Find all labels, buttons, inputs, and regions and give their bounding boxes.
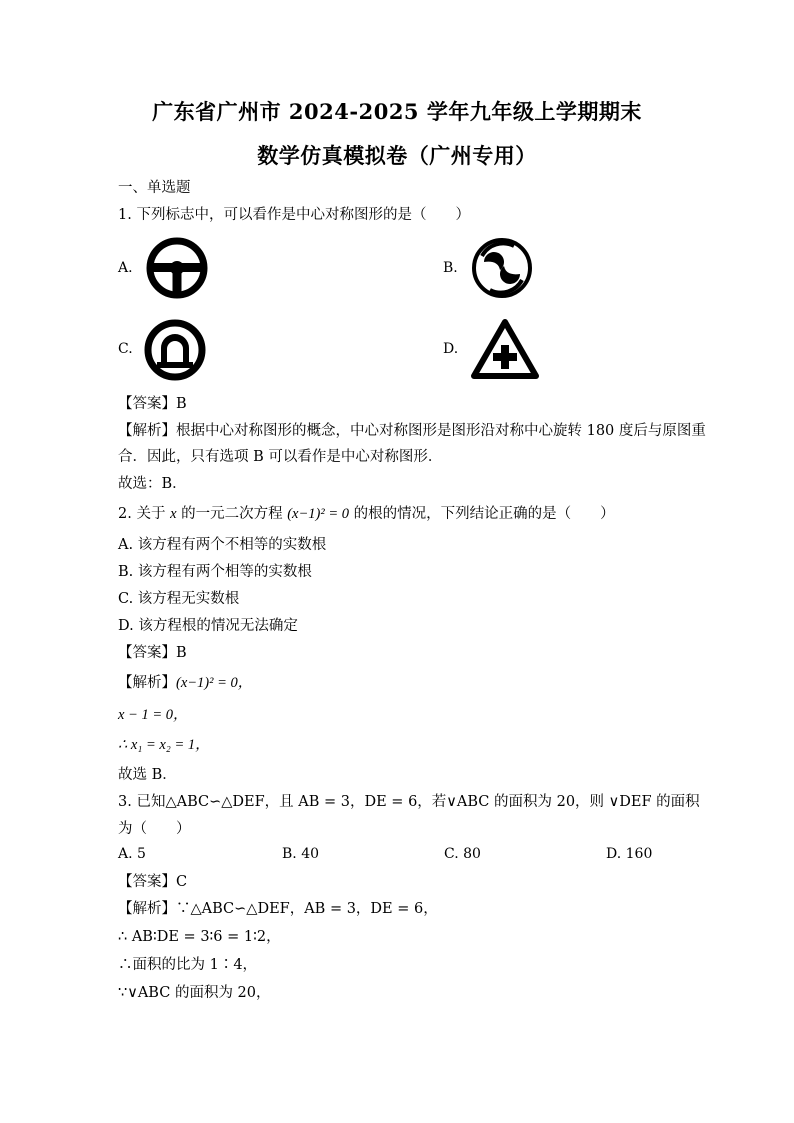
q1-stem: 1. 下列标志中，可以看作是中心对称图形的是（ ）: [118, 207, 470, 223]
q3-option-a: A. 5: [118, 846, 146, 862]
q1-option-c-label: C.: [118, 341, 133, 357]
doc-title-line2: 数学仿真模拟卷（广州专用）: [257, 143, 537, 168]
q3-analysis-line2: ∴ AB∶DE = 3∶6 = 1∶2，: [118, 929, 281, 945]
q3-option-b: B. 40: [282, 846, 320, 862]
swirl-tomoe-icon: [470, 236, 534, 300]
railway-logo-icon: [143, 318, 207, 382]
q1-option-b-label: B.: [443, 260, 458, 276]
q1-option-d-label: D.: [443, 341, 459, 357]
q2-option-a: A. 该方程有两个不相等的实数根: [118, 537, 327, 553]
q2-step3: ∴ x₁ = x₂ = 1，: [118, 737, 210, 753]
q2-stem-equation: (x−1)² = 0: [287, 506, 349, 522]
q1-analysis-line2: 合．因此，只有选项 B 可以看作是中心对称图形．: [118, 449, 443, 465]
q2-option-d: D. 该方程根的情况无法确定: [118, 618, 298, 634]
q2-stem-post: 的根的情况，下列结论正确的是（ ）: [353, 506, 615, 522]
q1-option-a-label: A.: [118, 260, 133, 276]
q3-stem-line2: 为（ ）: [118, 821, 191, 837]
q2-step2: x − 1 = 0，: [118, 707, 188, 723]
q2-stem-pre: 2. 关于: [118, 506, 166, 522]
q2-stem: [118, 504, 615, 524]
q2-conclusion: 故选 B．: [118, 767, 177, 783]
q3-analysis-line3: ∴面积的比为 1∶4，: [118, 957, 258, 973]
q2-answer: 【答案】B: [118, 645, 187, 661]
q2-stem-mid: 的一元二次方程: [181, 506, 283, 522]
q1-conclusion: 故选：B．: [118, 476, 187, 492]
doc-title-line1: 广东省广州市 2024-2025 学年九年级上学期期末: [152, 99, 642, 124]
q1-analysis-line1: 【解析】根据中心对称图形的概念，中心对称图形是图形沿对称中心旋转 180 度后与原图重: [118, 423, 706, 439]
q2-stem-variable: x: [170, 506, 177, 522]
section-heading: 一、单选题: [118, 180, 191, 196]
q2-option-b: B. 该方程有两个相等的实数根: [118, 564, 312, 580]
q2-analysis-line1: [118, 673, 252, 693]
q3-analysis-line1: 【解析】∵△ABC∽△DEF，AB = 3，DE = 6，: [118, 901, 438, 917]
q3-analysis-line4: ∵∨ABC 的面积为 20，: [118, 985, 271, 1001]
q2-step1: (x−1)² = 0，: [176, 675, 253, 691]
q1-answer: 【答案】B: [118, 396, 187, 412]
q3-stem-line1: 3. 已知△ABC∽△DEF，且 AB = 3，DE = 6，若∨ABC 的面积为 20，则 ∨DEF 的面积: [118, 794, 700, 810]
q2-analysis-label: 【解析】: [118, 675, 176, 691]
q2-option-c: C. 该方程无实数根: [118, 591, 240, 607]
q3-answer: 【答案】C: [118, 874, 188, 890]
q3-option-d: D. 160: [606, 846, 653, 862]
q3-option-c: C. 80: [444, 846, 481, 862]
warning-triangle-plus-icon: [470, 318, 540, 382]
steering-wheel-icon: [145, 236, 209, 300]
